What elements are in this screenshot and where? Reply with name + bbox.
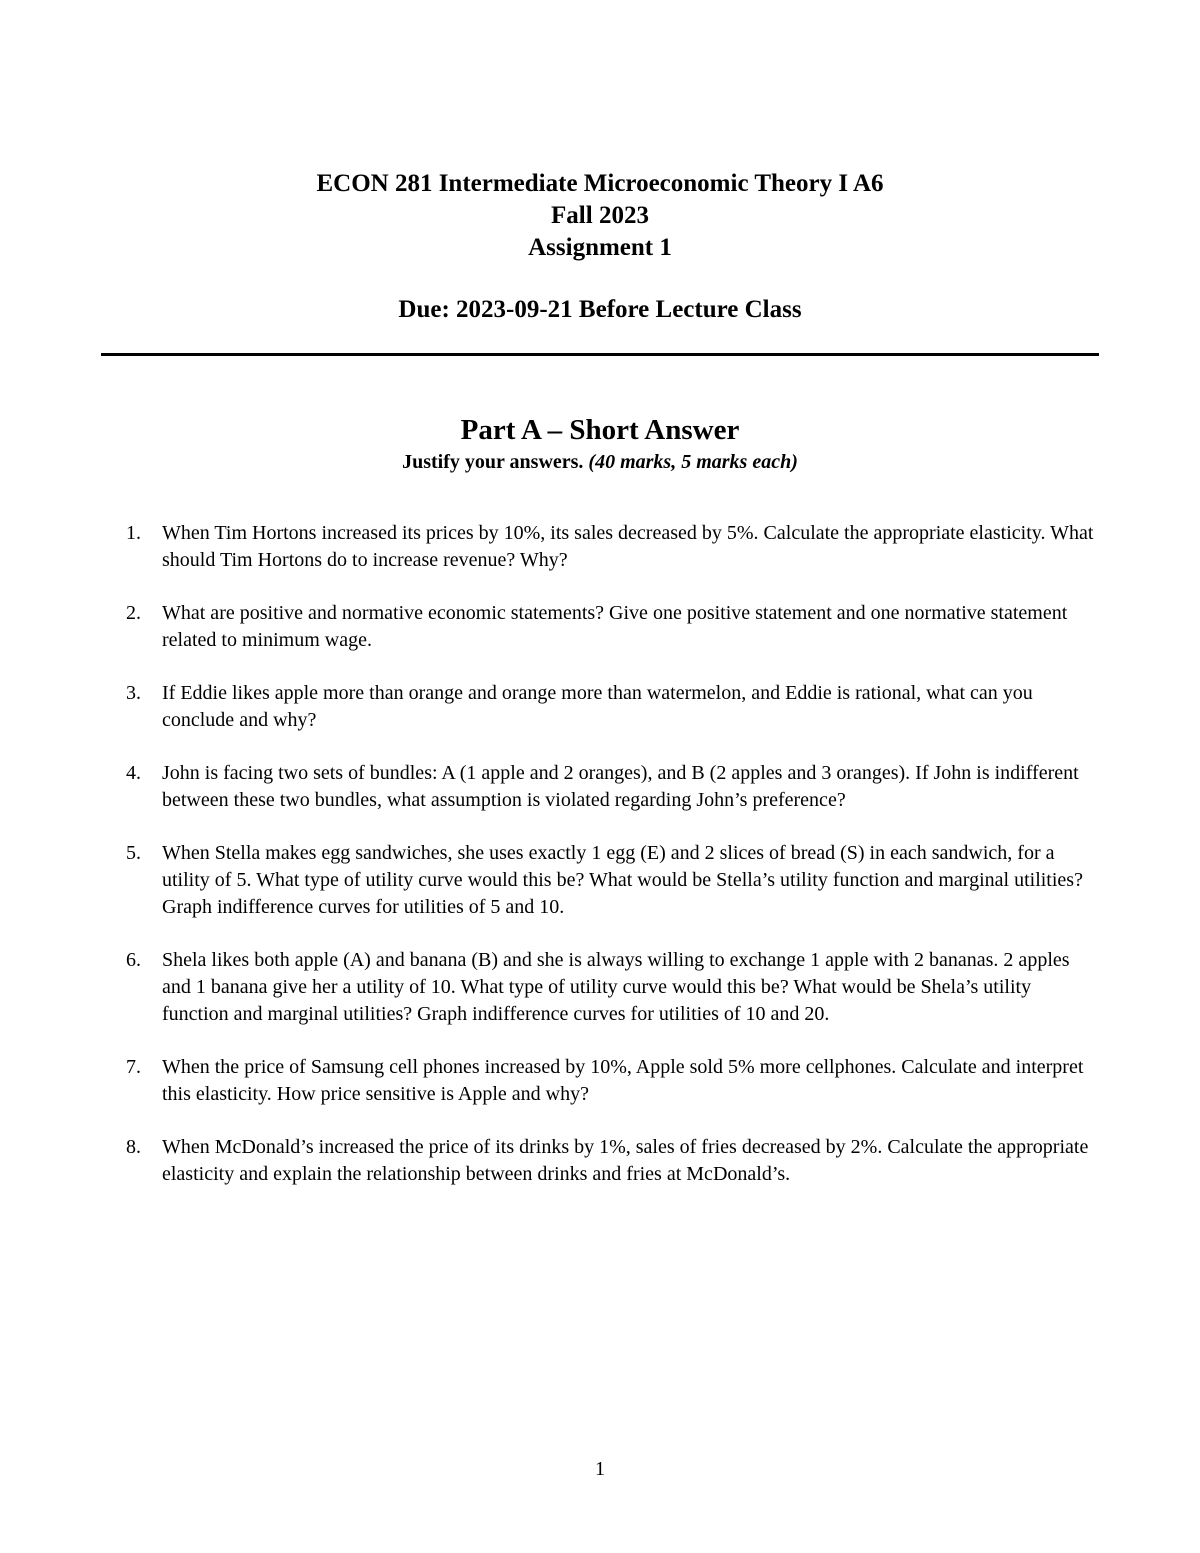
question-text: If Eddie likes apple more than orange and orange more than watermelon, and Eddie is rational, what can you conclude and why?: [162, 682, 1033, 731]
question-text: John is facing two sets of bundles: A (1 apple and 2 oranges), and B (2 apples and 3 oranges). If John is indifferent between these two bundles, what assumption is violated regarding John’s preference?: [162, 762, 1079, 811]
question-text: When the price of Samsung cell phones increased by 10%, Apple sold 5% more cellphones. Calculate and interpret this elasticity. How price sensitive is Apple and why?: [162, 1056, 1084, 1105]
question-number: 8.: [126, 1136, 141, 1158]
question-number: 6.: [126, 949, 141, 971]
question-number: 5.: [126, 842, 141, 864]
question-item: [0, 1054, 1097, 1108]
question-number: 2.: [126, 602, 141, 624]
question-text: What are positive and normative economic statements? Give one positive statement and one normative statement related to minimum wage.: [162, 602, 1068, 651]
question-item: [0, 947, 1097, 1028]
instruction-text: Justify your answers.: [402, 451, 584, 473]
part-a-instructions: [0, 449, 1200, 475]
question-number: 4.: [126, 762, 141, 784]
question-number: 1.: [126, 522, 141, 544]
document-header: [0, 168, 1200, 326]
due-date: Due: 2023-09-21 Before Lecture Class: [398, 296, 802, 323]
question-item: [0, 1134, 1097, 1188]
part-a-title: Part A – Short Answer: [460, 414, 740, 446]
question-item: [0, 760, 1097, 814]
assignment-title: Assignment 1: [528, 234, 672, 261]
question-number: 7.: [126, 1056, 141, 1078]
horizontal-rule: [101, 353, 1099, 356]
question-text: When Stella makes egg sandwiches, she uses exactly 1 egg (E) and 2 slices of bread (S) in each sandwich, for a utility of 5. What type of utility curve would this be? What would be Stella’s utility function and marginal utilities? Graph indifference curves for utilities of 5 and 10.: [162, 842, 1083, 918]
marks-text: (40 marks, 5 marks each): [588, 451, 798, 473]
page-number: 1: [595, 1458, 605, 1480]
question-text: When Tim Hortons increased its prices by 10%, its sales decreased by 5%. Calculate the appropriate elasticity. What should Tim Hortons do to increase revenue? Why?: [162, 522, 1094, 571]
question-number: 3.: [126, 682, 141, 704]
question-text: When McDonald’s increased the price of its drinks by 1%, sales of fries decreased by 2%. Calculate the appropriate elasticity and explain the relationship between drinks and fries at McDonald’s.: [162, 1136, 1089, 1185]
course-title: ECON 281 Intermediate Microeconomic Theory I A6: [316, 170, 884, 197]
question-list: [0, 520, 1200, 1214]
question-item: [0, 840, 1097, 921]
question-text: Shela likes both apple (A) and banana (B) and she is always willing to exchange 1 apple with 2 bananas. 2 apples and 1 banana give her a utility of 10. What type of utility curve would this be? What would be Shela’s utility function and marginal utilities? Graph indifference curves for utilities of 10 and 20.: [162, 949, 1070, 1025]
question-item: [0, 600, 1097, 654]
term: Fall 2023: [551, 202, 649, 229]
question-item: [0, 680, 1097, 734]
question-item: [0, 520, 1097, 574]
